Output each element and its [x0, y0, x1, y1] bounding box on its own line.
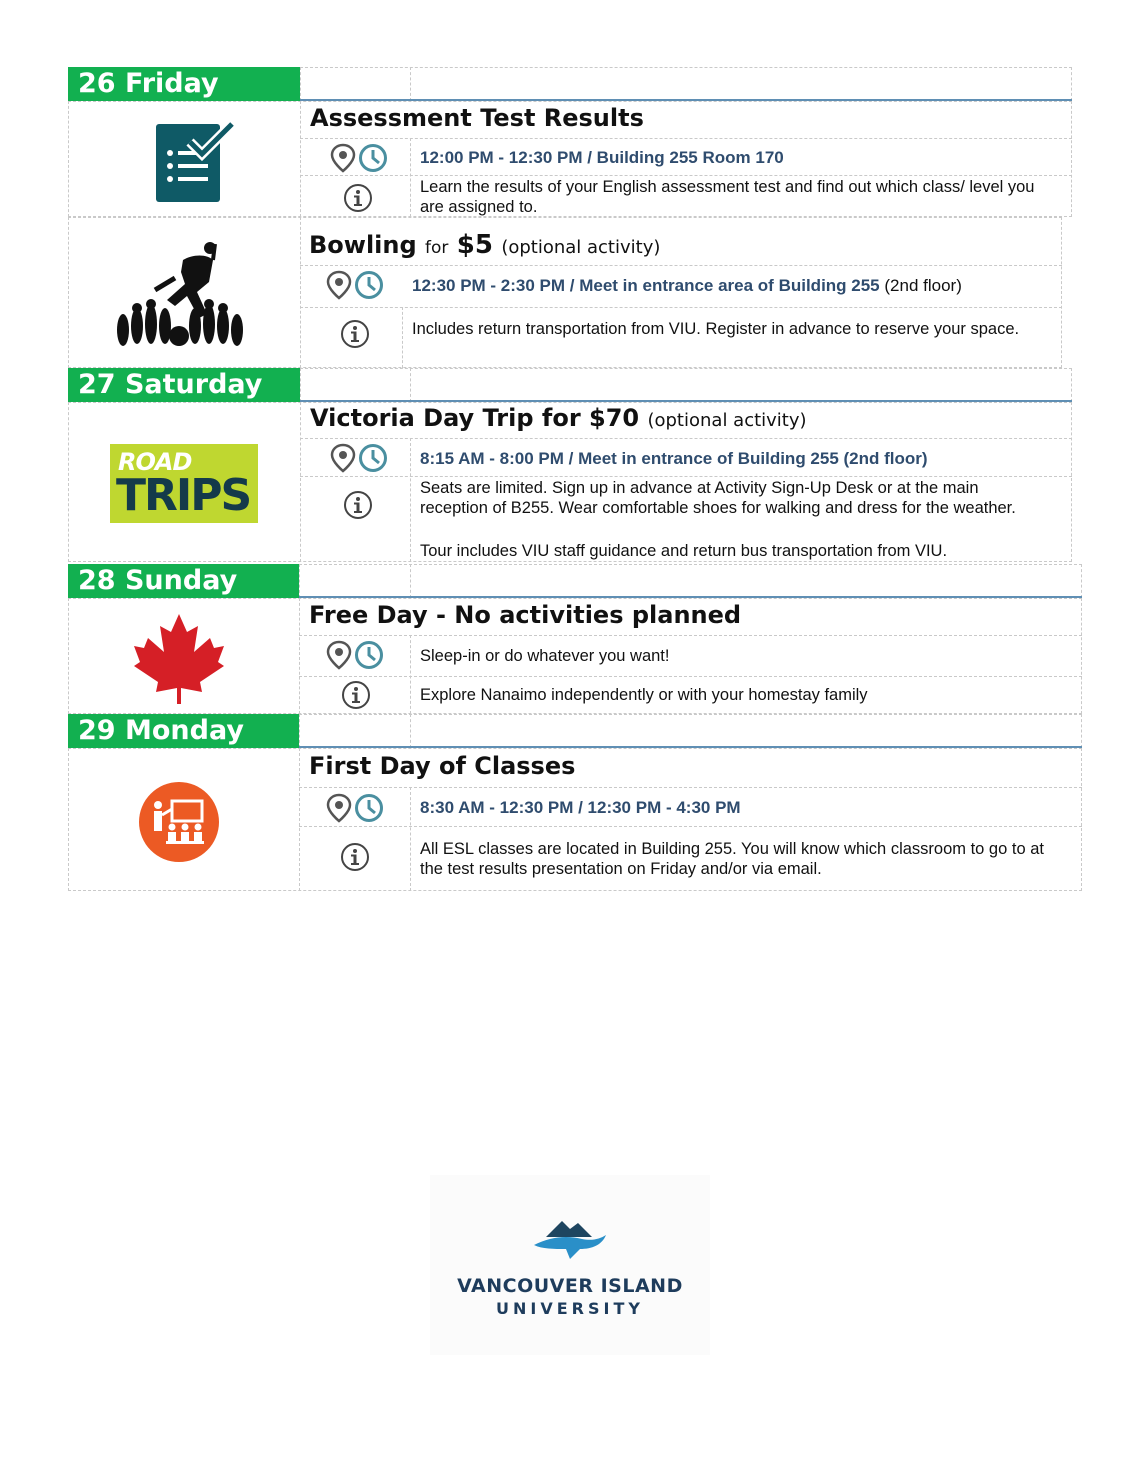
event-description: Seats are limited. Sign up in advance at Activity Sign-Up Desk or at the main reception of B255. Wear comfortable shoes for walking and dress for the weather.	[420, 479, 1016, 517]
day-label: 26 Friday	[78, 68, 219, 99]
event-description: Learn the results of your English assessment test and find out which class/ level you are assigned to.	[420, 178, 1035, 216]
location-time-icon	[326, 793, 388, 823]
divider	[410, 138, 411, 217]
viu-logo	[430, 1175, 710, 1355]
divider	[300, 175, 1072, 176]
title-note: (optional activity)	[647, 410, 807, 431]
day-header-row-frame	[299, 714, 1082, 748]
title-main: Bowling	[309, 231, 417, 259]
day-header-28-sunday	[68, 564, 299, 598]
day-header-row-frame	[300, 368, 1072, 402]
bowling-icon	[115, 238, 245, 350]
day-label: 27 Saturday	[78, 369, 263, 400]
event-description: Explore Nanaimo independently or with your homestay family	[420, 686, 868, 704]
day-header-row-frame	[299, 564, 1082, 598]
divider	[299, 676, 1082, 677]
info-icon	[340, 842, 370, 872]
event-title: First Day of Classes	[309, 752, 576, 780]
divider	[300, 217, 301, 368]
divider	[410, 564, 411, 598]
day-header-29-monday	[68, 714, 299, 748]
day-header-26-friday	[68, 67, 300, 101]
maple-leaf-icon	[132, 612, 226, 704]
divider	[300, 265, 1062, 266]
time-text: 12:30 PM - 2:30 PM / Meet in entrance area of Building 255	[412, 276, 880, 295]
divider	[299, 787, 1082, 788]
divider	[300, 307, 1062, 308]
logo-text-line1: VANCOUVER ISLAND	[457, 1275, 683, 1297]
divider	[410, 67, 411, 101]
title-main: Victoria Day Trip for $70	[310, 404, 640, 432]
info-icon	[340, 319, 370, 349]
location-time-icon	[330, 143, 392, 173]
divider	[410, 787, 411, 891]
event-description: Includes return transportation from VIU. Register in advance to reserve your space.	[412, 320, 1020, 338]
divider	[300, 138, 1072, 139]
divider	[410, 368, 411, 402]
logo-word-trips: TRIPS	[116, 470, 251, 521]
event-title: Free Day - No activities planned	[309, 601, 742, 629]
event-title	[310, 404, 807, 432]
info-icon	[343, 183, 373, 213]
event-time	[412, 276, 962, 296]
divider	[299, 826, 1082, 827]
divider	[299, 748, 300, 891]
checklist-icon	[150, 120, 240, 204]
logo-text-line2: UNIVERSITY	[496, 1299, 644, 1318]
event-description: All ESL classes are located in Building 255. You will know which classroom to go to at the test results presentation on Friday and/or via email.	[420, 840, 1044, 878]
event-time-note: Sleep-in or do whatever you want!	[420, 647, 670, 665]
divider	[300, 476, 1072, 477]
event-time: 8:30 AM - 12:30 PM / 12:30 PM - 4:30 PM	[420, 798, 741, 817]
info-icon	[341, 680, 371, 710]
location-time-icon	[330, 443, 392, 473]
event-time: 12:00 PM - 12:30 PM / Building 255 Room 170	[420, 148, 784, 167]
day-header-27-saturday	[68, 368, 300, 402]
divider	[299, 635, 1082, 636]
event-description-extra: Tour includes VIU staff guidance and return bus transportation from VIU.	[420, 542, 948, 560]
road-trips-logo	[110, 444, 258, 523]
title-price: $5	[456, 230, 493, 260]
viu-mountain-logo-icon	[530, 1219, 610, 1263]
event-title	[309, 230, 660, 260]
divider	[410, 438, 411, 562]
divider	[410, 635, 411, 714]
info-icon	[343, 490, 373, 520]
title-note: (optional activity)	[501, 237, 661, 258]
title-for: for	[425, 238, 449, 258]
classroom-presentation-icon	[138, 781, 220, 863]
location-time-icon	[326, 640, 388, 670]
day-header-row-frame	[300, 67, 1072, 101]
time-suffix: (2nd floor)	[884, 276, 962, 295]
logo-word-road: ROAD	[118, 448, 192, 476]
event-time: 8:15 AM - 8:00 PM / Meet in entrance of Building 255 (2nd floor)	[420, 449, 928, 468]
divider	[300, 101, 301, 217]
day-label: 29 Monday	[78, 715, 244, 746]
divider	[300, 402, 301, 562]
location-time-icon	[326, 270, 388, 300]
divider	[410, 714, 411, 748]
day-label: 28 Sunday	[78, 565, 238, 596]
event-title: Assessment Test Results	[310, 104, 644, 132]
divider	[300, 438, 1072, 439]
divider	[299, 598, 300, 714]
divider	[402, 307, 403, 368]
